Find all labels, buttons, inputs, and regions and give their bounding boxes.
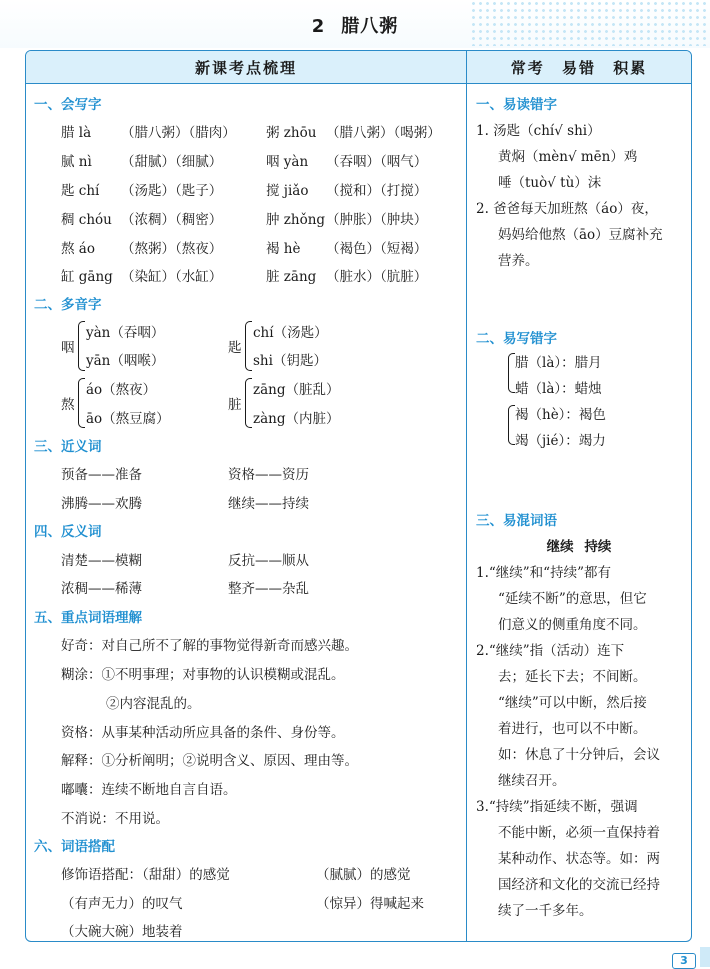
left-header: 新课考点梳理 (26, 51, 466, 84)
misread-line: 2. 爸爸每天加班熬（áo）夜， (476, 201, 658, 217)
page-title: 2 腊八粥 (311, 16, 399, 37)
char-entry: 咽 yàn (266, 154, 309, 170)
reading-b: shi（钥匙） (253, 353, 327, 369)
misread-line: 1. 汤匙（chí√ shi） (476, 123, 601, 139)
explanation-line: “继续”可以中断，然后接 (498, 695, 647, 711)
collocation: （有声无力）的叹气 (61, 896, 183, 912)
reading-b: yān（咽喉） (86, 353, 165, 369)
polyphonic-char: 熬 (61, 397, 75, 413)
page-number: 3 (672, 953, 696, 969)
reading-b: zàng（内脏） (253, 411, 340, 427)
word-explanation: 糊涂：①不明事理；对事物的认识模糊或混乱。 (61, 667, 345, 683)
word-explanation: 解释：①分析阐明；②说明含义、原因、理由等。 (61, 753, 358, 769)
explanation-line: 1.“继续”和“持续”都有 (476, 565, 611, 581)
misread-line: 黄焖（mèn√ mēn）鸡 (498, 149, 638, 165)
synonym-pair: 继续——持续 (228, 496, 309, 512)
misread-line: 唾（tuò√ tù）沫 (498, 175, 602, 191)
collocation: 修饰语搭配：（甜甜）的感觉 (61, 867, 230, 883)
synonym-pair: 预备——准备 (61, 467, 142, 483)
misread-line: 妈妈给他熬（āo）豆腐补充 (498, 227, 663, 243)
antonym-pair: 整齐——杂乱 (228, 581, 309, 597)
reading-a: chí（汤匙） (253, 325, 328, 341)
miswrite-line: 蜡（là）：蜡烛 (515, 381, 602, 397)
section-title-polyphonic: 二、多音字 (34, 297, 102, 313)
char-words: （褐色）（短褐） (326, 241, 428, 257)
brace-icon (78, 378, 85, 428)
brace-icon (245, 378, 252, 428)
explanation-line: 着进行，也可以不中断。 (498, 721, 647, 737)
explanation-line: 3.“持续”指延续不断，强调 (476, 799, 638, 815)
collocation: （惊异）得喊起来 (316, 896, 424, 912)
synonym-pair: 沸腾——欢腾 (61, 496, 142, 512)
word-explanation: 嘟囔：连续不断地自言自语。 (61, 782, 237, 798)
polyphonic-char: 咽 (61, 340, 75, 356)
explanation-line: 去；延长下去；不间断。 (498, 669, 647, 685)
char-entry: 腻 nì (61, 154, 92, 170)
brace-icon (78, 321, 85, 371)
char-words: （染缸）（水缸） (121, 269, 223, 285)
antonym-pair: 反抗——顺从 (228, 553, 309, 569)
char-entry: 脏 zāng (266, 269, 317, 285)
char-entry: 粥 zhōu (266, 125, 317, 141)
explanation-line: 国经济和文化的交流已经持 (498, 877, 660, 893)
brace-icon (508, 353, 515, 393)
explanation-line: 继续召开。 (498, 773, 566, 789)
char-words: （脏水）（肮脏） (326, 269, 428, 285)
char-words: （浓稠）（稠密） (121, 212, 223, 228)
collocation: （腻腻）的感觉 (316, 867, 411, 883)
char-entry: 匙 chí (61, 183, 100, 199)
word-explanation: 资格：从事某种活动所应具备的条件、身份等。 (61, 725, 345, 741)
char-words: （甜腻）（细腻） (121, 154, 223, 170)
miswrite-line: 腊（là）：腊月 (515, 355, 602, 371)
reading-a: zāng（脏乱） (253, 382, 340, 398)
section-title-collocations: 六、词语搭配 (34, 839, 115, 855)
explanation-line: 如：休息了十分钟后，会议 (498, 747, 660, 763)
word-explanation: 不消说：不用说。 (61, 811, 169, 827)
char-entry: 腊 là (61, 125, 92, 141)
char-words: （肿胀）（肿块） (326, 212, 428, 228)
polyphonic-char: 匙 (228, 340, 242, 356)
reading-a: yàn（吞咽） (86, 325, 165, 341)
explanation-line: 不能中断，必须一直保持着 (498, 825, 660, 841)
reading-b: āo（熬豆腐） (86, 411, 170, 427)
char-words: （腊八粥）（喝粥） (326, 125, 441, 141)
collocation: （大碗大碗）地装着 (61, 924, 183, 940)
word-explanation: ②内容混乱的。 (106, 696, 201, 712)
explanation-line: “延续不断”的意思，但它 (498, 591, 647, 607)
section-title-confusing-words: 三、易混词语 (476, 513, 557, 529)
confusing-words-subtitle: 继续 持续 (546, 539, 612, 555)
explanation-line: 续了一千多年。 (498, 903, 593, 919)
char-entry: 褐 hè (266, 241, 301, 257)
right-header: 常考 易错 积累 (467, 51, 691, 84)
char-entry: 缸 gāng (61, 269, 113, 285)
char-entry: 熬 áo (61, 241, 95, 257)
char-words: （腊八粥）（腊肉） (121, 125, 236, 141)
section-title-synonyms: 三、近义词 (34, 439, 102, 455)
section-title-miswrite: 二、易写错字 (476, 331, 557, 347)
char-words: （吞咽）（咽气） (326, 154, 428, 170)
char-entry: 肿 zhǒng (266, 212, 326, 228)
section-title-antonyms: 四、反义词 (34, 524, 102, 540)
miswrite-line: 褐（hè）：褐色 (515, 407, 606, 423)
char-words: （搅和）（打搅） (326, 183, 428, 199)
char-words: （熬粥）（熬夜） (121, 241, 223, 257)
reading-a: áo（熬夜） (86, 382, 157, 398)
misread-line: 营养。 (498, 253, 539, 269)
synonym-pair: 资格——资历 (228, 467, 309, 483)
antonym-pair: 浓稠——稀薄 (61, 581, 142, 597)
char-entry: 稠 chóu (61, 212, 112, 228)
polyphonic-char: 脏 (228, 397, 242, 413)
word-explanation: 好奇：对自己所不了解的事物觉得新奇而感兴趣。 (61, 638, 358, 654)
content-frame (25, 50, 692, 942)
brace-icon (245, 321, 252, 371)
explanation-line: 某种动作、状态等。如：两 (498, 851, 660, 867)
column-divider (466, 51, 467, 941)
section-title-write-chars: 一、会写字 (34, 97, 102, 113)
page-corner-decor (700, 947, 710, 967)
section-title-misread: 一、易读错字 (476, 97, 557, 113)
explanation-line: 们意义的侧重角度不同。 (498, 617, 647, 633)
brace-icon (508, 405, 515, 445)
antonym-pair: 清楚——模糊 (61, 553, 142, 569)
char-words: （汤匙）（匙子） (121, 183, 223, 199)
miswrite-line: 竭（jié）：竭力 (515, 433, 606, 449)
char-entry: 搅 jiǎo (266, 183, 309, 199)
section-title-key-words: 五、重点词语理解 (34, 610, 142, 626)
explanation-line: 2.“继续”指（活动）连下 (476, 643, 625, 659)
